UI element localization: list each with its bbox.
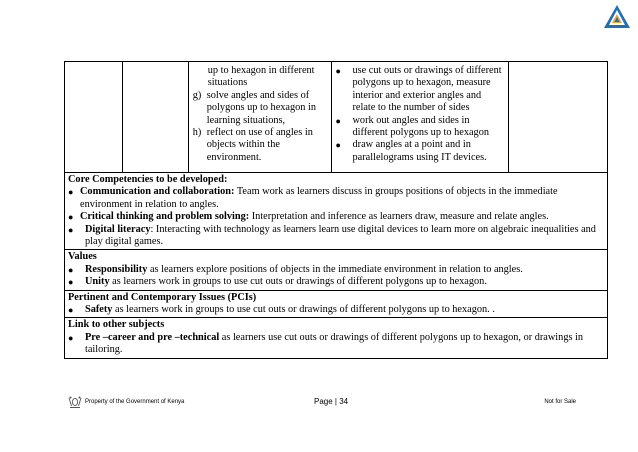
learning-experiences-list	[336, 65, 506, 164]
value-text: as learners work in groups to use cut outs or drawings of different polygons up to hexagon.	[109, 276, 487, 288]
kicd-logo-icon	[603, 4, 631, 30]
competency-name: Communication and collaboration:	[80, 186, 235, 198]
bullet-icon: ●	[68, 187, 74, 198]
link-item	[68, 332, 603, 357]
pcis-section	[65, 291, 607, 319]
strand-cell	[65, 62, 123, 172]
bullet-icon: ●	[68, 305, 74, 316]
competency-item	[68, 211, 603, 223]
competency-item	[68, 224, 603, 249]
competency-text: Interpretation and inference as learners draw, measure and relate angles.	[249, 211, 549, 223]
bullet-icon: ●	[68, 212, 74, 223]
page-number: Page | 34	[314, 397, 349, 406]
pci-name: Safety	[85, 304, 113, 316]
not-for-sale-text: Not for Sale	[544, 399, 576, 405]
bullet-icon: ●	[68, 332, 74, 343]
footer-property-text: Property of the Government of Kenya	[85, 399, 185, 405]
core-competencies-section	[65, 173, 607, 250]
bullet-icon: ●	[335, 66, 341, 76]
learning-outcomes-list	[189, 65, 329, 164]
outcome-letter: g)	[192, 89, 202, 101]
link-name: Pre –career and pre –technical	[85, 331, 220, 343]
bullet-icon: ●	[68, 277, 74, 288]
link-text: as learners use cut outs or drawings of different polygons up to hexagon, or drawings in tailoring.	[85, 331, 584, 356]
learning-experiences-cell	[332, 62, 510, 172]
outcome-letter: h)	[192, 127, 202, 139]
pci-text: as learners work in groups to use cut outs or drawings of different polygons up to hexagon. .	[112, 304, 495, 316]
links-section	[65, 318, 607, 357]
links-title: Link to other subjects	[68, 319, 165, 331]
outcome-text: reflect on use of angles in objects within the environment.	[206, 127, 313, 163]
sub-strand-cell	[123, 62, 189, 172]
value-item	[68, 264, 603, 276]
values-section	[65, 250, 607, 290]
competency-name: Critical thinking and problem solving:	[80, 211, 250, 223]
lesson-table	[64, 61, 608, 359]
value-item	[68, 276, 603, 288]
learning-outcomes-cell	[189, 62, 332, 172]
competency-text: : Interacting with technology as learners learn use digital devices to learn more on algebraic inequalities and play digital games.	[85, 223, 596, 248]
experience-text: work out angles and sides in different polygons up to hexagon	[352, 114, 490, 139]
value-text: as learners explore positions of objects in the immediate environment in relation to angles.	[147, 263, 523, 275]
bullet-icon: ●	[335, 115, 341, 126]
coat-of-arms-icon	[68, 395, 82, 409]
core-competencies-title: Core Competencies to be developed:	[68, 174, 228, 185]
competency-item	[68, 186, 603, 211]
key-inquiry-cell	[509, 62, 607, 172]
outcome-item	[189, 127, 329, 164]
competency-name: Digital literacy	[85, 223, 151, 235]
bullet-icon: ●	[68, 224, 74, 235]
bullet-icon: ●	[68, 264, 74, 275]
bullet-icon: ●	[335, 140, 341, 151]
experience-item	[336, 65, 506, 115]
pcis-title: Pertinent and Contemporary Issues (PCIs)	[68, 291, 257, 303]
competency-text: Team work as learners discuss in groups positions of objects in the immediate environment in relation to angles.	[80, 186, 558, 210]
experience-item	[336, 139, 506, 164]
experience-item	[336, 115, 506, 140]
page-footer	[68, 394, 576, 410]
outcome-continuation: up to hexagon in different situations	[207, 65, 315, 89]
outcome-text: solve angles and sides of polygons up to hexagon in learning situations,	[206, 89, 317, 126]
experience-text: draw angles at a point and in parallelograms using IT devices.	[352, 139, 487, 163]
outcome-item	[189, 90, 329, 127]
value-name: Responsibility	[85, 263, 148, 275]
pci-item	[68, 304, 603, 316]
values-title: Values	[68, 251, 97, 263]
outcomes-row	[65, 62, 607, 173]
experience-text: use cut outs or drawings of different polygons up to hexagon, measure interior and exterior angles and relate to the number of sides	[352, 65, 502, 114]
value-name: Unity	[85, 276, 110, 288]
